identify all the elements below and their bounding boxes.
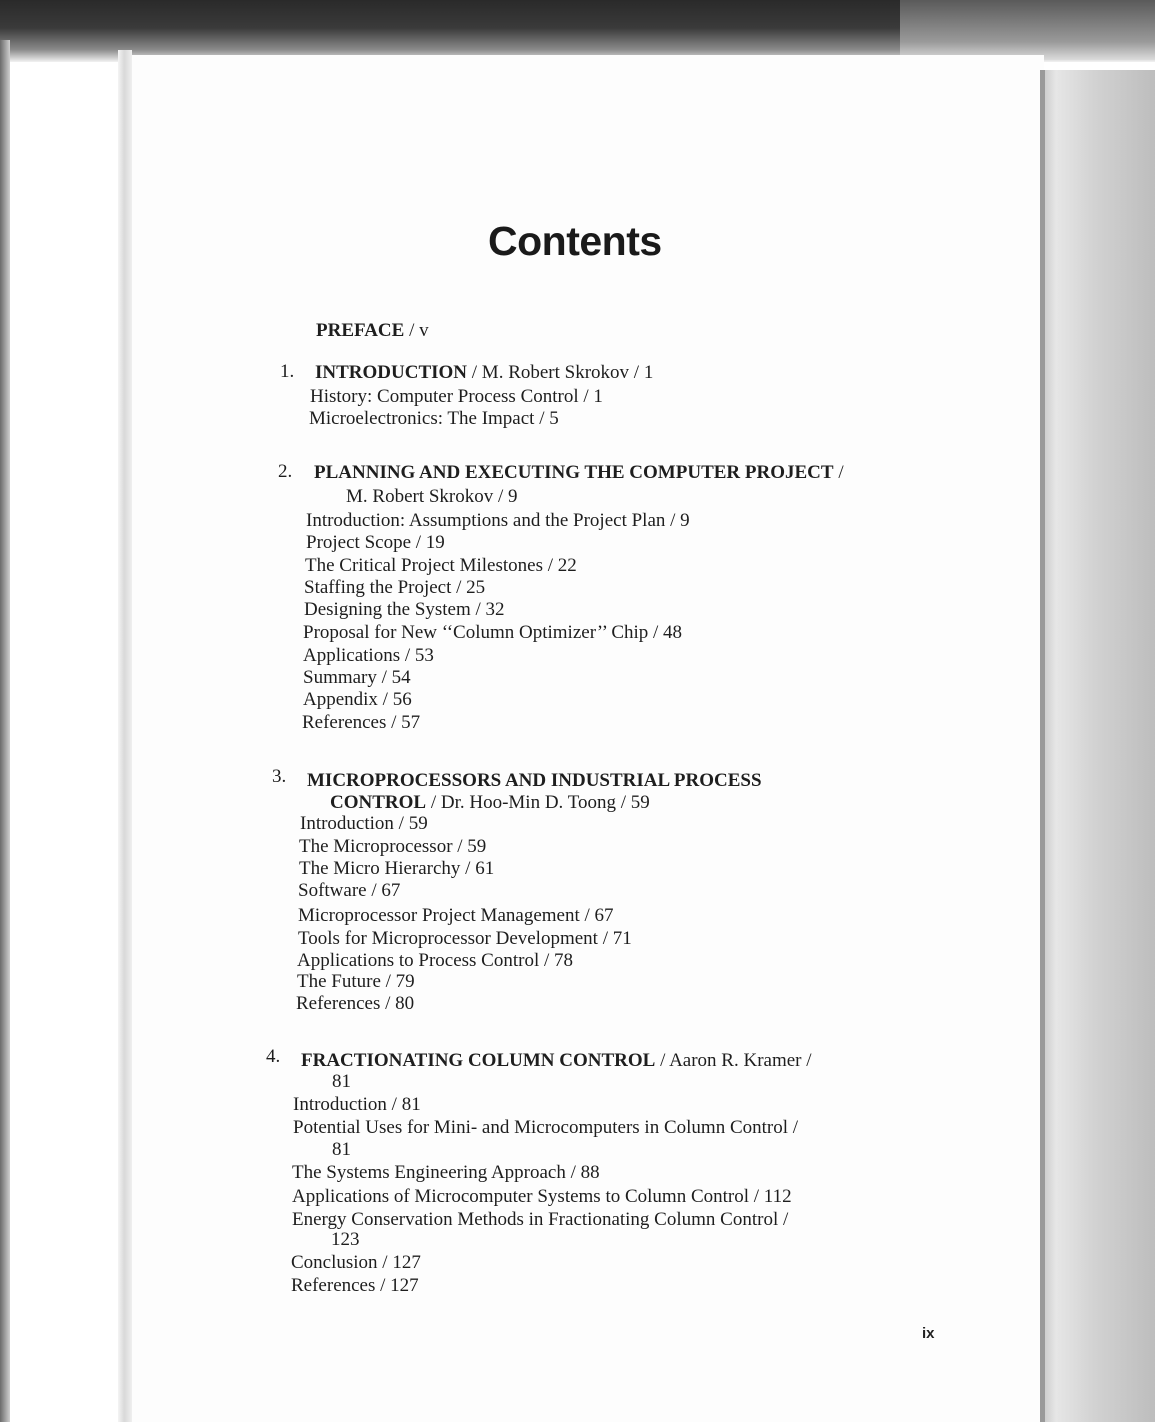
page-number: ix bbox=[922, 1325, 935, 1342]
chapter-4-author: / Aaron R. Kramer / bbox=[655, 1050, 812, 1071]
chapter-4-author-page: 81 bbox=[332, 1071, 351, 1092]
book-gutter bbox=[118, 50, 132, 1422]
chapter-1-section: History: Computer Process Control / 1 bbox=[310, 386, 603, 407]
chapter-3-section: Applications to Process Control / 78 bbox=[297, 950, 574, 971]
chapter-2-section: Staffing the Project / 25 bbox=[304, 577, 486, 598]
chapter-3-section: Software / 67 bbox=[298, 880, 401, 901]
chapter-4-section-page: 123 bbox=[331, 1229, 360, 1250]
chapter-4-number: 4. bbox=[266, 1046, 281, 1067]
chapter-3-section: Tools for Microprocessor Development / 71 bbox=[298, 928, 632, 949]
chapter-2-title-slash: / bbox=[833, 462, 844, 483]
chapter-3-section: The Future / 79 bbox=[297, 971, 415, 992]
chapter-2-author: M. Robert Skrokov / 9 bbox=[346, 486, 518, 507]
preface-page: / v bbox=[404, 320, 429, 341]
chapter-4-section: Introduction / 81 bbox=[293, 1094, 421, 1115]
chapter-3-author: / Dr. Hoo-Min D. Toong / 59 bbox=[426, 792, 650, 813]
chapter-4-section: Conclusion / 127 bbox=[291, 1252, 421, 1273]
chapter-3-section: Microprocessor Project Management / 67 bbox=[298, 905, 614, 926]
chapter-3-section: The Microprocessor / 59 bbox=[299, 836, 487, 857]
book-top-shadow-right bbox=[900, 0, 1155, 60]
chapter-3-title-cont: CONTROL bbox=[330, 792, 427, 813]
chapter-2-number: 2. bbox=[278, 461, 293, 482]
chapter-3-section: Introduction / 59 bbox=[300, 813, 428, 834]
chapter-3-number: 3. bbox=[272, 766, 287, 787]
chapter-2-heading bbox=[314, 462, 844, 484]
chapter-4-section: References / 127 bbox=[291, 1275, 419, 1296]
chapter-1-section: Microelectronics: The Impact / 5 bbox=[309, 408, 559, 429]
toc-preface bbox=[316, 320, 429, 342]
chapter-2-section: Appendix / 56 bbox=[303, 689, 412, 710]
chapter-2-section: Designing the System / 32 bbox=[304, 599, 505, 620]
book-right-edge bbox=[1045, 70, 1155, 1422]
chapter-3-title: MICROPROCESSORS AND INDUSTRIAL PROCESS bbox=[307, 770, 762, 791]
chapter-1-number: 1. bbox=[280, 361, 295, 382]
chapter-1-heading bbox=[315, 362, 653, 384]
chapter-2-section: Summary / 54 bbox=[303, 667, 411, 688]
chapter-3-section: References / 80 bbox=[296, 993, 415, 1014]
page-title: Contents bbox=[488, 218, 662, 264]
left-page-edge bbox=[0, 40, 10, 1422]
chapter-4-section: The Systems Engineering Approach / 88 bbox=[292, 1162, 600, 1183]
chapter-4-section: Energy Conservation Methods in Fractionating Column Control / bbox=[292, 1209, 789, 1230]
chapter-2-section: Proposal for New ‘‘Column Optimizer’’ Chip / 48 bbox=[303, 622, 683, 643]
chapter-2-section: Project Scope / 19 bbox=[306, 532, 445, 553]
chapter-3-heading-line2 bbox=[330, 792, 650, 814]
chapter-4-section: Potential Uses for Mini- and Microcomputers in Column Control / bbox=[293, 1117, 799, 1138]
chapter-2-section: Applications / 53 bbox=[303, 645, 434, 666]
chapter-4-heading bbox=[301, 1050, 812, 1072]
chapter-4-section: Applications of Microcomputer Systems to Column Control / 112 bbox=[292, 1186, 792, 1207]
chapter-2-section: The Critical Project Milestones / 22 bbox=[305, 555, 577, 576]
chapter-1-title: INTRODUCTION bbox=[315, 362, 468, 383]
chapter-3-section: The Micro Hierarchy / 61 bbox=[299, 858, 495, 879]
chapter-1-author: / M. Robert Skrokov / 1 bbox=[467, 362, 654, 383]
chapter-2-section: Introduction: Assumptions and the Project Plan / 9 bbox=[306, 510, 690, 531]
preface-label: PREFACE bbox=[316, 320, 405, 341]
chapter-4-section-page: 81 bbox=[332, 1139, 351, 1160]
chapter-2-section: References / 57 bbox=[302, 712, 421, 733]
chapter-4-title: FRACTIONATING COLUMN CONTROL bbox=[301, 1050, 656, 1071]
chapter-2-title: PLANNING AND EXECUTING THE COMPUTER PROJECT bbox=[314, 462, 834, 483]
